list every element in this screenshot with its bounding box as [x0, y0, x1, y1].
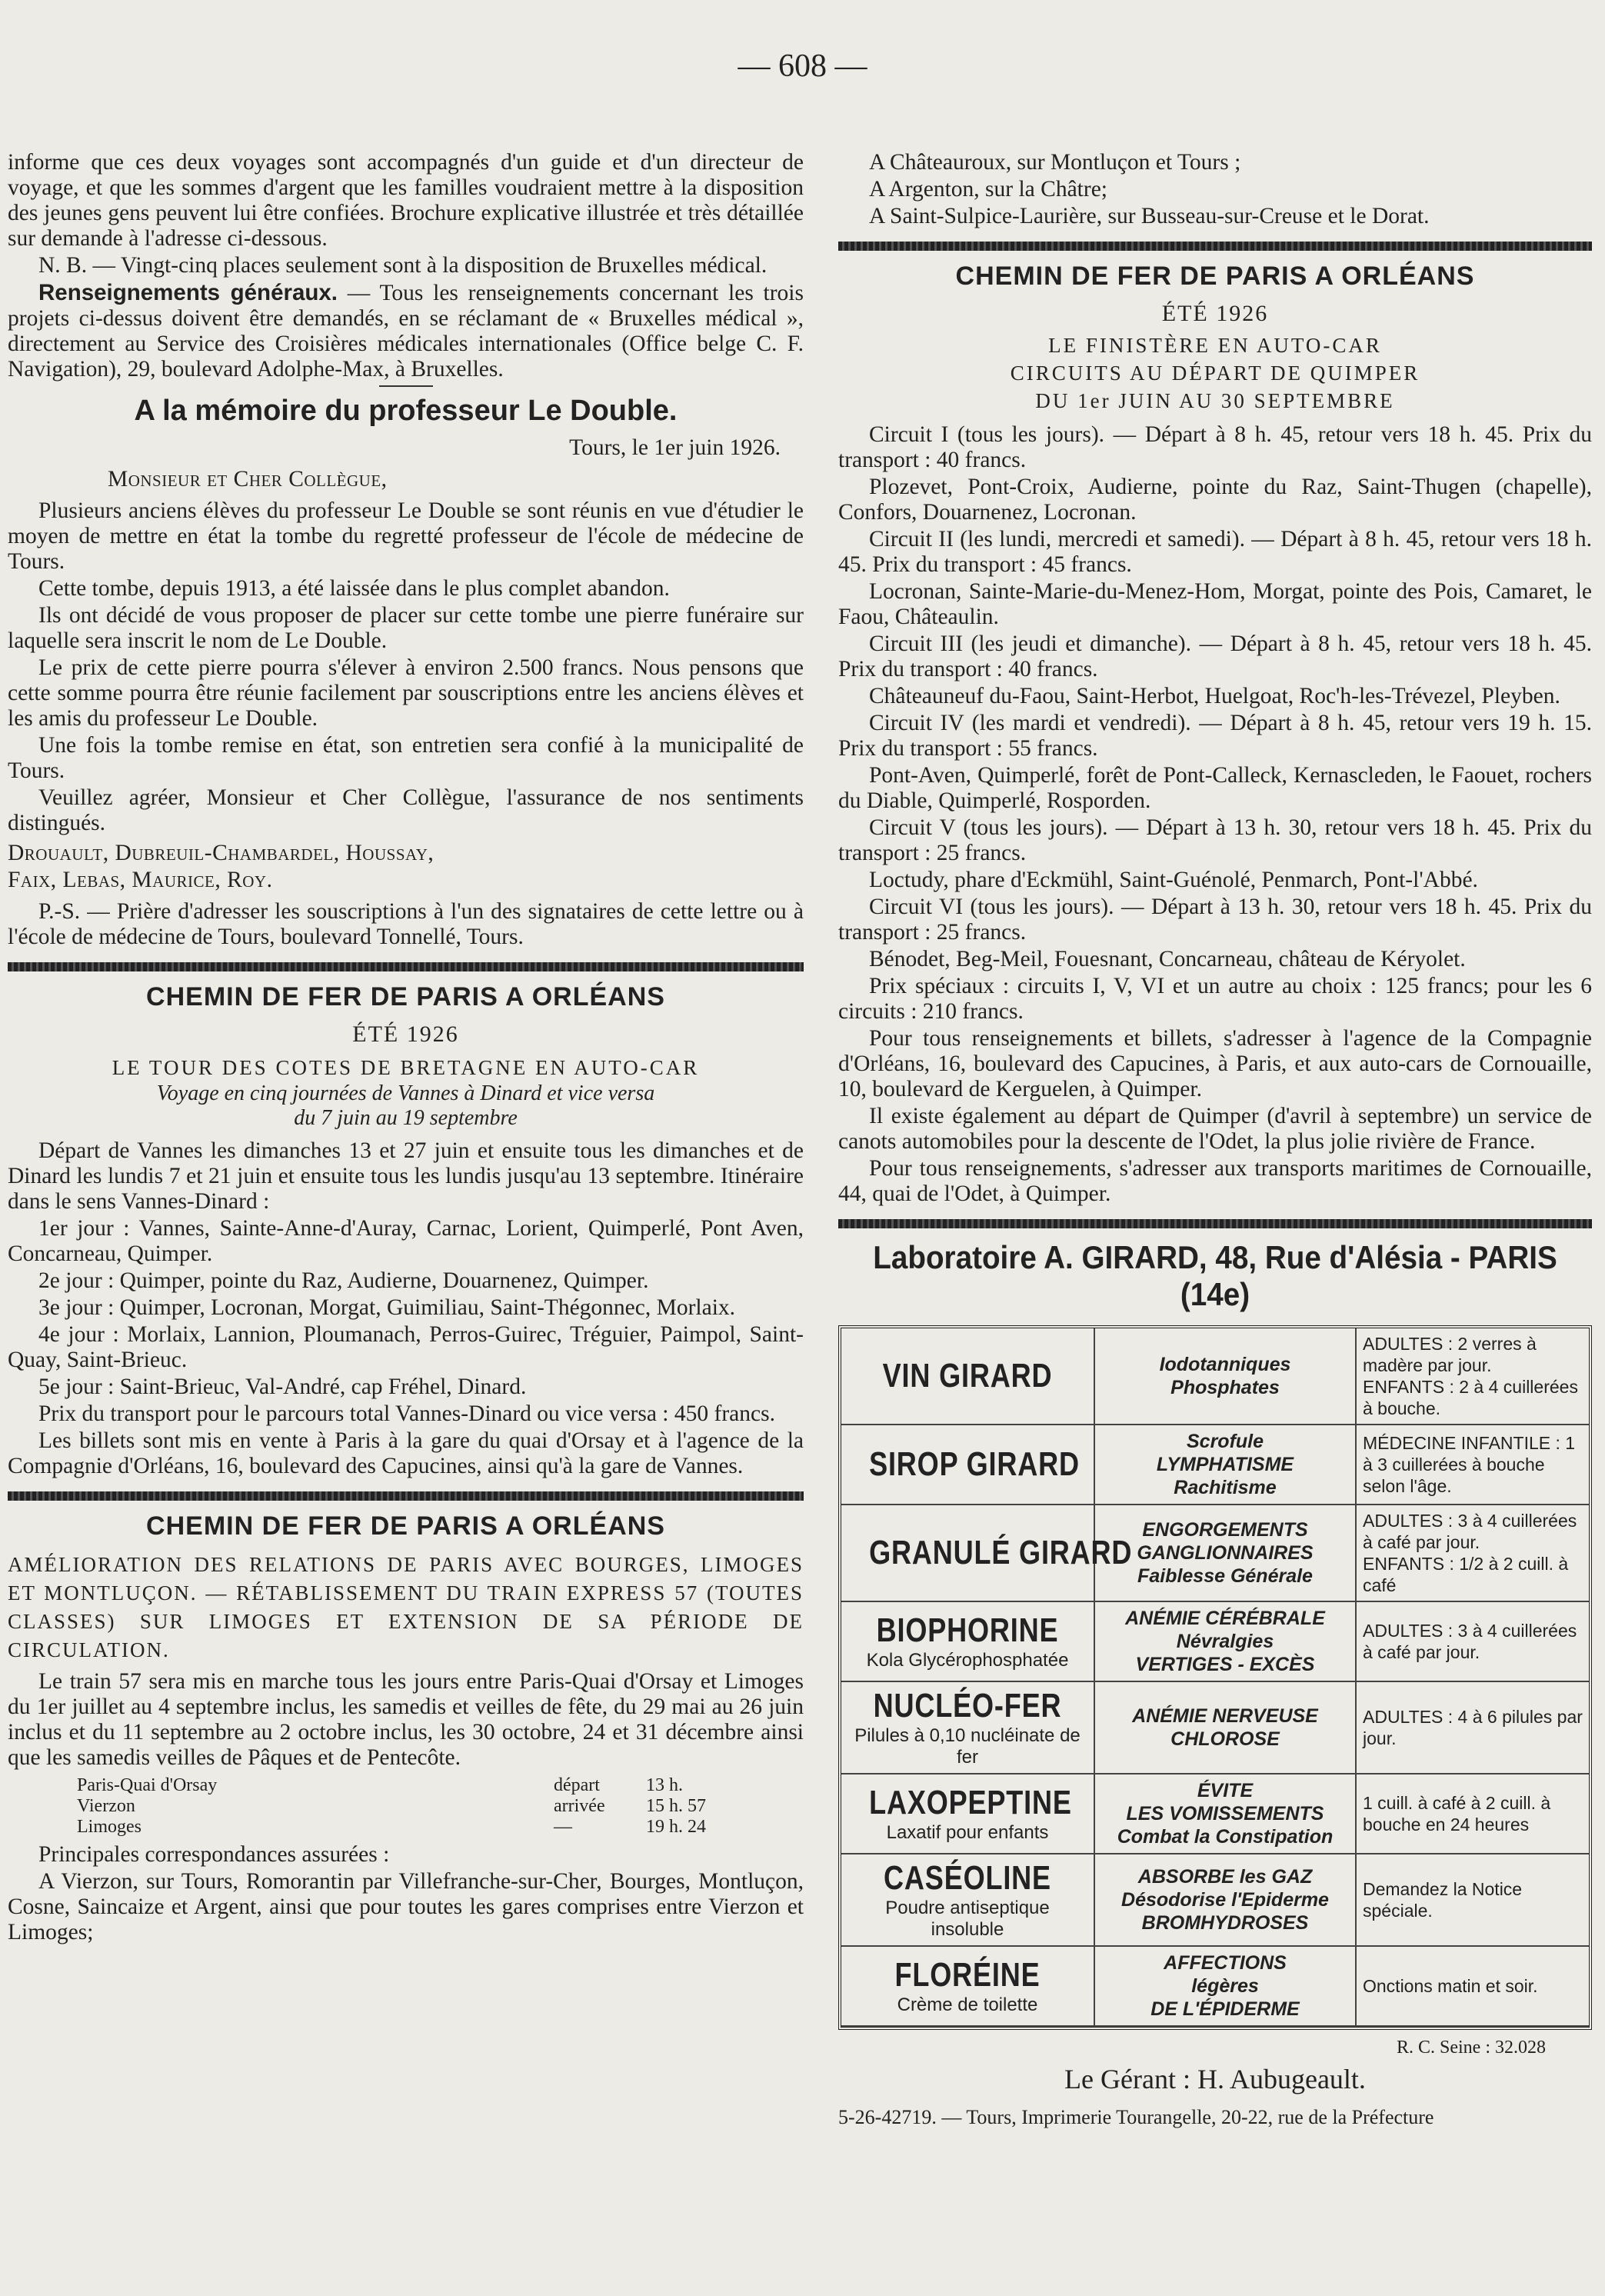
right-column: [838, 150, 1592, 2129]
circuit-stops: Bénodet, Beg-Meil, Fouesnant, Concarneau, château de Kéryolet.: [869, 947, 1466, 971]
ad-product-cell: [841, 1328, 1095, 1425]
ad-dosage: Demandez la Notice spéciale.: [1357, 1854, 1589, 1947]
correspondances-text: A Vierzon, sur Tours, Romorantin par Villefranche-sur-Cher, Bourges, Montluçon, Cosne, Saincaize et Argent, ainsi que pour toutes les gares comprises entre Vierzon et Limoges;: [8, 1869, 804, 1944]
ad-indication: ANÉMIE CÉRÉBRALE Névralgies VERTIGES - EXCÈS: [1095, 1602, 1357, 1682]
timetable-time: 13 h.: [646, 1775, 683, 1795]
circuit-stops: Loctudy, phare d'Eckmühl, Saint-Guénolé, Penmarch, Pont-l'Abbé.: [869, 868, 1478, 892]
memoire-signatures: Faix, Lebas, Maurice, Roy.: [8, 868, 273, 892]
ad-product-subtitle: Kola Glycérophosphatée: [866, 1650, 1069, 1671]
ad-dosage: ADULTES : 3 à 4 cuillerées à café par jour. ENFANTS : 1/2 à 2 cuill. à café: [1357, 1505, 1589, 1602]
circuit-stops: Pont-Aven, Quimperlé, forêt de Pont-Calleck, Kernascleden, le Faouet, rochers du Diable, Quimperlé, Rosporden.: [838, 763, 1592, 813]
circuit-paragraph: Circuit V (tous les jours). — Départ à 13 h. 30, retour vers 18 h. 45. Prix du transport : 25 francs.: [838, 815, 1592, 865]
bretagne-title: CHEMIN DE FER DE PARIS A ORLÉANS: [146, 982, 665, 1011]
circuit-stops: Plozevet, Pont-Croix, Audierne, pointe du Raz, Saint-Thugen (chapelle), Confors, Douarnenez, Locronan.: [838, 475, 1592, 525]
ad-product-subtitle: Poudre antiseptique insoluble: [885, 1898, 1050, 1940]
ad-indication: AFFECTIONS légères DE L'ÉPIDERME: [1095, 1947, 1357, 2027]
ad-product-name: NUCLÉO-FER: [873, 1687, 1062, 1724]
left-column: [8, 150, 804, 1947]
memoire-paragraph: Plusieurs anciens élèves du professeur Le Double se sont réunis en vue d'étudier le moyen de mettre en état la tombe du regretté professeur de l'école de médecine de Tours.: [8, 498, 804, 574]
bretagne-paragraph: Départ de Vannes les dimanches 13 et 27 juin et ensuite tous les dimanches et de Dinard les lundis 7 et 21 juin et ensuite tous les lundis jusqu'au 13 septembre. Itinéraire dans le sens Vannes-Dinard :: [8, 1138, 804, 1214]
circuit-paragraph: Circuit II (les lundi, mercredi et samedi). — Départ à 8 h. 45, retour vers 18 h. 45. Prix du transport : 45 francs.: [838, 527, 1592, 577]
ad-product-cell: [841, 1947, 1095, 2027]
memoire-title: A la mémoire du professeur Le Double.: [134, 395, 678, 427]
circuit-info: Il existe également au départ de Quimper (d'avril à septembre) un service de canots automobiles pour la descente de l'Odet, la plus jolie rivière de France.: [838, 1104, 1592, 1154]
ad-indication: ENGORGEMENTS GANGLIONNAIRES Faiblesse Générale: [1095, 1505, 1357, 1602]
imprimerie: 5-26-42719. — Tours, Imprimerie Tourangelle, 20-22, rue de la Préfecture: [838, 2106, 1434, 2128]
ad-product-name: LAXOPEPTINE: [869, 1784, 1072, 1821]
timetable: [77, 1775, 804, 1838]
timetable-row: [77, 1796, 804, 1817]
timetable-kind: —: [554, 1817, 572, 1837]
ad-product-subtitle: Laxatif pour enfants: [886, 1822, 1049, 1843]
bretagne-subtitle3: du 7 juin au 19 septembre: [294, 1106, 518, 1130]
memoire-paragraph: Veuillez agréer, Monsieur et Cher Collègue, l'assurance de nos sentiments distingués.: [8, 785, 804, 835]
page-number: — 608 —: [738, 48, 867, 84]
section-divider: [8, 962, 804, 971]
timetable-kind: arrivée: [554, 1796, 605, 1816]
gerant: Le Gérant : H. Aubugeault.: [1064, 2064, 1366, 2094]
ad-product-subtitle: Pilules à 0,10 nucléinate de fer: [854, 1725, 1081, 1768]
timetable-station: Vierzon: [77, 1796, 135, 1816]
ad-product-subtitle: Crème de toilette: [897, 1994, 1038, 2015]
bretagne-subtitle2: Voyage en cinq journées de Vannes à Dinard et vice versa: [156, 1081, 655, 1105]
memoire-signatures: Drouault, Dubreuil-Chambardel, Houssay,: [8, 841, 435, 865]
timetable-station: Limoges: [77, 1817, 142, 1837]
circuit-stops: Locronan, Sainte-Marie-du-Menez-Hom, Morgat, pointe des Pois, Camaret, le Faou, Châteaulin.: [838, 579, 1592, 629]
finistere-season: ÉTÉ 1926: [1161, 301, 1269, 326]
circuit-stops: Châteauneuf du-Faou, Saint-Herbot, Huelgoat, Roc'h-les-Trévezel, Pleyben.: [869, 684, 1560, 708]
timetable-row: [77, 1775, 804, 1796]
circuit-info: Pour tous renseignements et billets, s'adresser à l'agence de la Compagnie d'Orléans, 16, boulevard des Capucines, à Paris, et aux auto-cars de Cornouaille, 10, boulevard de Kerguelen, à Quimper.: [838, 1026, 1592, 1101]
bretagne-subtitle: LE TOUR DES COTES DE BRETAGNE EN AUTO-CAR: [112, 1056, 700, 1079]
ad-indication: ÉVITE LES VOMISSEMENTS Combat la Constipation: [1095, 1774, 1357, 1854]
finistere-subtitle: CIRCUITS AU DÉPART DE QUIMPER: [1010, 362, 1420, 385]
timetable-time: 19 h. 24: [646, 1817, 706, 1837]
bretagne-day: 4e jour : Morlaix, Lannion, Ploumanach, Perros-Guirec, Tréguier, Paimpol, Saint-Quay, Saint-Brieuc.: [8, 1322, 804, 1372]
limoges-title: CHEMIN DE FER DE PARIS A ORLÉANS: [146, 1511, 665, 1541]
finistere-subtitle: LE FINISTÈRE EN AUTO-CAR: [1048, 334, 1382, 357]
ad-indication: ANÉMIE NERVEUSE CHLOROSE: [1095, 1682, 1357, 1774]
timetable-time: 15 h. 57: [646, 1796, 706, 1816]
connection-line: A Saint-Sulpice-Laurière, sur Busseau-sur-Creuse et le Dorat.: [869, 204, 1430, 228]
memoire-date: Tours, le 1er juin 1926.: [569, 435, 781, 460]
finistere-subtitle: DU 1er JUIN AU 30 SEPTEMBRE: [1035, 389, 1395, 412]
memoire-paragraph: Une fois la tombe remise en état, son entretien sera confié à la municipalité de Tours.: [8, 733, 804, 783]
ad-dosage: MÉDECINE INFANTILE : 1 à 3 cuillerées à bouche selon l'âge.: [1357, 1425, 1589, 1505]
ad-indication: Iodotanniques Phosphates: [1095, 1328, 1357, 1425]
circuit-info: Pour tous renseignements, s'adresser aux transports maritimes de Cornouaille, 44, quai de l'Odet, à Quimper.: [838, 1156, 1592, 1206]
ad-product-name: GRANULÉ GIRARD: [869, 1534, 1133, 1571]
ad-product-name: VIN GIRARD: [882, 1357, 1053, 1395]
ad-product-name: CASÉOLINE: [884, 1859, 1051, 1897]
limoges-subtitle: AMÉLIORATION DES RELATIONS DE PARIS AVEC BOURGES, LIMOGES ET MONTLUÇON. — RÉTABLISSEMENT DU TRAIN EXPRESS 57 (TOUTES CLASSES) SUR LIMOGES ET EXTENSION DE SA PÉRIODE DE CIRCULATION.: [8, 1553, 804, 1661]
ad-dosage: ADULTES : 3 à 4 cuillerées à café par jour.: [1357, 1602, 1589, 1682]
connection-line: A Châteauroux, sur Montluçon et Tours ;: [869, 150, 1241, 175]
section-divider: [838, 1219, 1592, 1228]
rc-number: R. C. Seine : 32.028: [1396, 2038, 1546, 2058]
circuit-paragraph: Circuit I (tous les jours). — Départ à 8 h. 45, retour vers 18 h. 45. Prix du transport : 40 francs.: [838, 422, 1592, 472]
ad-dosage: ADULTES : 2 verres à madère par jour. ENFANTS : 2 à 4 cuillerées à bouche.: [1357, 1328, 1589, 1425]
circuit-paragraph: Circuit III (les jeudi et dimanche). — Départ à 8 h. 45, retour vers 18 h. 45. Prix du transport : 40 francs.: [838, 631, 1592, 681]
divider: [379, 385, 433, 387]
timetable-kind: départ: [554, 1775, 600, 1795]
circuit-paragraph: Circuit VI (tous les jours). — Départ à 13 h. 30, retour vers 18 h. 45. Prix du transport : 25 francs.: [838, 895, 1592, 945]
timetable-station: Paris-Quai d'Orsay: [77, 1775, 218, 1795]
section-divider: [838, 242, 1592, 251]
correspondances-label: Principales correspondances assurées :: [38, 1842, 390, 1867]
ad-product-name: FLORÉINE: [894, 1956, 1041, 1994]
circuit-paragraph: Circuit IV (les mardi et vendredi). — Départ à 8 h. 45, retour vers 19 h. 15. Prix du transport : 55 francs.: [838, 711, 1592, 761]
ad-indication: Scrofule LYMPHATISME Rachitisme: [1095, 1425, 1357, 1505]
ad-dosage: Onctions matin et soir.: [1357, 1947, 1589, 2027]
intro-paragraph: informe que ces deux voyages sont accompagnés d'un guide et d'un directeur de voyage, et que les sommes d'argent que les familles voudraient mettre à la disposition des jeunes gens peuvent lui être confiées. Brochure explicative illustrée et très détaillée sur demande à l'adresse ci-dessous.: [8, 150, 804, 251]
girard-advertisement: [838, 1239, 1592, 2030]
memoire-salutation: Monsieur et Cher Collègue,: [108, 467, 388, 492]
ad-header: Laboratoire A. GIRARD, 48, Rue d'Alésia - PARIS (14e): [873, 1239, 1557, 1312]
bretagne-day: 1er jour : Vannes, Sainte-Anne-d'Auray, Carnac, Lorient, Quimperlé, Pont Aven, Concarneau, Quimper.: [8, 1216, 804, 1266]
ad-table: [838, 1325, 1592, 2030]
ad-dosage: 1 cuill. à café à 2 cuill. à bouche en 24 heures: [1357, 1774, 1589, 1854]
renseignements-text: — Tous les renseignements concernant les trois projets ci-dessus doivent être demandés, en se réclamant de « Bruxelles médical », directement au Service des Croisières médicales internationales (Office belge C. F. Navigation), 29, boulevard Adolphe-Max, à Bruxelles.: [8, 281, 804, 382]
nb-paragraph: N. B. — Vingt-cinq places seulement sont à la disposition de Bruxelles médical.: [38, 253, 768, 278]
ad-product-cell: [841, 1505, 1133, 1602]
ad-product-name: BIOPHORINE: [876, 1611, 1059, 1649]
section-divider: [8, 1491, 804, 1501]
bretagne-day: 2e jour : Quimper, pointe du Raz, Audierne, Douarnenez, Quimper.: [38, 1268, 649, 1293]
renseignements-paragraph: [8, 280, 804, 382]
ad-product-cell: [841, 1602, 1095, 1682]
ad-product-cell: [841, 1854, 1095, 1947]
circuit-prices: Prix spéciaux : circuits I, V, VI et un autre au choix : 125 francs; pour les 6 circuits : 210 francs.: [838, 974, 1592, 1024]
memoire-paragraph: Le prix de cette pierre pourra s'élever à environ 2.500 francs. Nous pensons que cette somme pourra être réunie facilement par souscriptions entre les anciens élèves et les amis du professeur Le Double.: [8, 655, 804, 731]
ad-indication: ABSORBE les GAZ Désodorise l'Epiderme BROMHYDROSES: [1095, 1854, 1357, 1947]
timetable-row: [77, 1817, 804, 1838]
ad-product-cell: [841, 1774, 1095, 1854]
bretagne-day: 5e jour : Saint-Brieuc, Val-André, cap Fréhel, Dinard.: [38, 1375, 527, 1399]
renseignements-label: Renseignements généraux.: [38, 280, 338, 305]
bretagne-paragraph: Les billets sont mis en vente à Paris à la gare du quai d'Orsay et à l'agence de la Compagnie d'Orléans, 16, boulevard des Capucines, ainsi qu'à la gare de Vannes.: [8, 1428, 804, 1478]
bretagne-paragraph: Prix du transport pour le parcours total Vannes-Dinard ou vice versa : 450 francs.: [38, 1401, 775, 1426]
bretagne-season: ÉTÉ 1926: [352, 1021, 459, 1047]
finistere-title: CHEMIN DE FER DE PARIS A ORLÉANS: [955, 262, 1475, 291]
bretagne-day: 3e jour : Quimper, Locronan, Morgat, Guimiliau, Saint-Thégonnec, Morlaix.: [38, 1295, 736, 1320]
ad-product-name: SIROP GIRARD: [869, 1445, 1080, 1483]
connection-line: A Argenton, sur la Châtre;: [869, 177, 1107, 202]
ad-dosage: ADULTES : 4 à 6 pilules par jour.: [1357, 1682, 1589, 1774]
ad-product-cell: [841, 1682, 1095, 1774]
ad-product-cell: [841, 1425, 1095, 1505]
limoges-paragraph: Le train 57 sera mis en marche tous les jours entre Paris-Quai d'Orsay et Limoges du 1er juillet au 4 septembre inclus, les samedis et veilles de fête, du 29 mai au 26 juin inclus et du 11 septembre au 2 octobre inclus, les 30 octobre, 24 et 31 décembre ainsi que les samedis veilles de Pâques et de Pentecôte.: [8, 1669, 804, 1770]
memoire-paragraph: Ils ont décidé de vous proposer de placer sur cette tombe une pierre funéraire sur laquelle sera inscrit le nom de Le Double.: [8, 603, 804, 653]
memoire-ps: P.-S. — Prière d'adresser les souscriptions à l'un des signataires de cette lettre ou à l'école de médecine de Tours, boulevard Tonnellé, Tours.: [8, 899, 804, 949]
memoire-paragraph: Cette tombe, depuis 1913, a été laissée dans le plus complet abandon.: [38, 576, 670, 601]
